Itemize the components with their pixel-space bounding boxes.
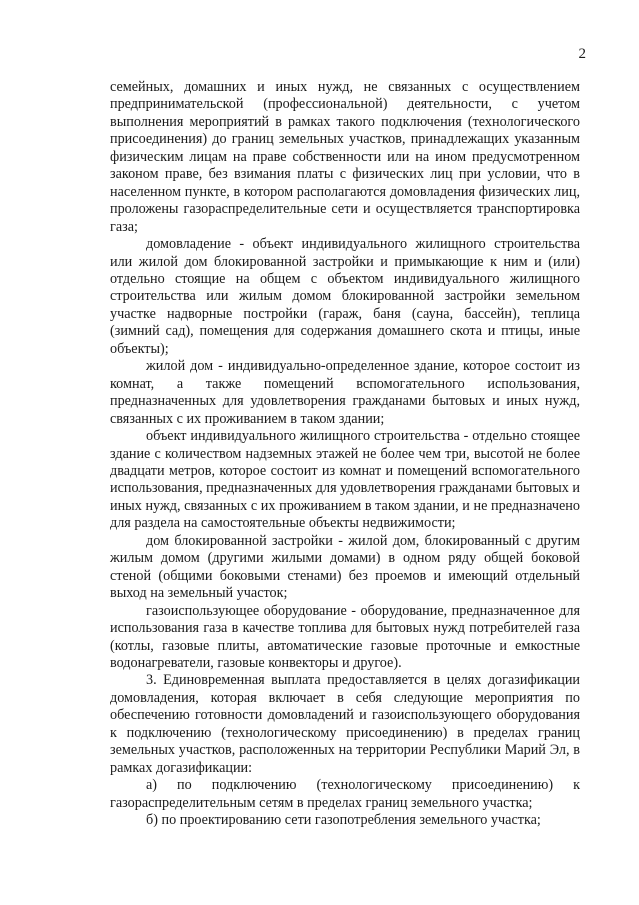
paragraph-definition-individual-housing: объект индивидуального жилищного строительства - отдельно стоящее здание с количеством надземных этажей не более чем три, высотой не более двадцати метров, которое состоит из комнат и помещений вспомогательного использования, предназначенных для удовлетворения гражданами бытовых и иных нужд, связанных с их проживанием в таком здании, и не предназначено для раздела на самостоятельные объекты недвижимости;: [110, 428, 580, 532]
page-number: 2: [578, 46, 586, 62]
document-body: [110, 79, 580, 829]
paragraph-definition-household: домовладение - объект индивидуального жилищного строительства или жилой дом блокированной застройки и примыкающие к ним и (или) отдельно стоящие на общем с объектом индивидуального жилищного строительства или жилым домом блокированной застройки земельном участке надворные постройки (гараж, баня (сауна, бассейн), теплица (зимний сад), помещения для содержания домашнего скота и птицы, иные объекты);: [110, 236, 580, 357]
paragraph-clause-3: 3. Единовременная выплата предоставляется в целях догазификации домовладения, которая включает в себя следующие мероприятия по обеспечению готовности домовладений и газоиспользующего оборудования к подключению (технологическому присоединению) в пределах границ земельных участков, расположенных на территории Республики Марий Эл, в рамках догазификации:: [110, 672, 580, 776]
list-item-a: а) по подключению (технологическому присоединению) к газораспределительным сетям в пределах границ земельного участка;: [110, 777, 580, 811]
paragraph-definition-blocked-house: дом блокированной застройки - жилой дом, блокированный с другим жилым домом (другими жилыми домами) в одном ряду общей боковой стеной (общими боковыми стенами) без проемов и имеющий отдельный выход на земельный участок;: [110, 532, 580, 602]
paragraph-definition-residential-house: жилой дом - индивидуально-определенное здание, которое состоит из комнат, а также помещений вспомогательного использования, предназначенных для удовлетворения гражданами бытовых и иных нужд, связанных с их проживанием в таком здании;: [110, 358, 580, 427]
paragraph-definition-gas-equipment: газоиспользующее оборудование - оборудование, предназначенное для использования газа в качестве топлива для бытовых нужд потребителей газа (котлы, газовые плиты, автоматические газовые проточные и емкостные водонагреватели, газовые конвекторы и другое).: [110, 602, 580, 671]
list-item-b: б) по проектированию сети газопотребления земельного участка;: [146, 812, 541, 829]
paragraph-continuation: семейных, домашних и иных нужд, не связанных с осуществлением предпринимательской (профессиональной) деятельности, с учетом выполнения мероприятий в рамках такого подключения (технологического присоединения) до границ земельных участков, принадлежащих указанным физическим лицам на праве собственности или на ином предусмотренном законом праве, без взимания платы с физических лиц при условии, что в населенном пункте, в котором располагаются домовладения физических лиц, проложены газораспределительные сети и осуществляется транспортировка газа;: [110, 79, 580, 235]
